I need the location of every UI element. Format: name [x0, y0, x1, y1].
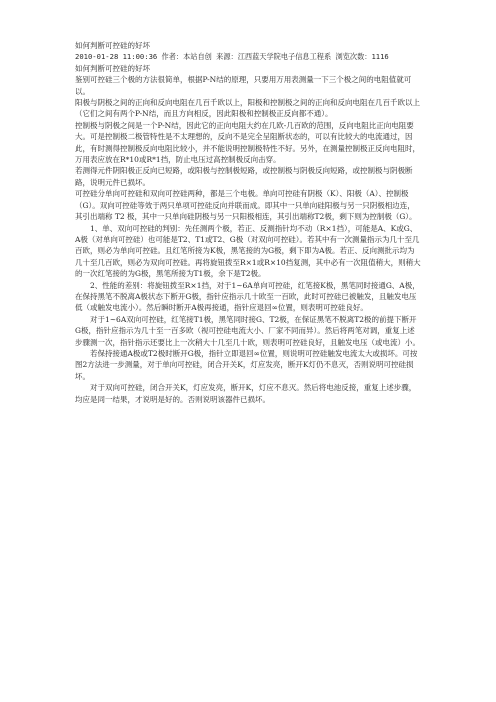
paragraph: 1、单、双向可控硅的判别：先任测两个极，若正、反测指针均不动（R×1挡），可能是A、K或G、A极（对单向可控硅）也可能是T2、T1或T2、G极（对双向可控硅）。若其中有一次测量指示为几十至几百欧，则必为单向可控硅。且红笔所接为K极，黑笔接的为G极，剩下即为A极。若正、反向测批示均为几十至几百欧，则必为双向可控硅。再将旋钮拨至R×1或R×10挡复测，其中必有一次阻值稍大，则稍大的一次红笔接的为G极，黑笔所接为T1极，余下是T2极。 — [75, 223, 421, 279]
article-meta: 2010-01-28 11:00:36 作者：本站自创 来源：江西蓝天学院电子信息工程系 浏览次数：1116 — [75, 52, 389, 62]
paragraph: 若测得元件阴阳极正反向已短路，或阳极与控制极短路，或控制极与阴极反向短路，或控制极与阴极断路，说明元件已损坏。 — [75, 166, 413, 187]
paragraph: 2、性能的差别：将旋钮拨至R×1挡，对于1~6A单向可控硅，红笔接K极，黑笔同时接通G、A极，在保持黑笔不脱离A极状态下断开G极，指针应指示几十欧至一百欧，此时可控硅已被触发，且触发电压低（或触发电流小）。然后瞬时断开A极再接通，指针应退回∞位置，则表明可控硅良好。 — [75, 280, 420, 313]
paragraph: 可控硅分单向可控硅和双向可控硅两种，都是三个电极。单向可控硅有阴极（K）、阳极（A）、控制极（G）。双向可控硅等效于两只单项可控硅反向并联而成。即其中一只单向硅阳极与另一只阴极相边连，其引出端称 T2 极，其中一只单向硅阴极与另一只阳极相连，其引出端称T2极，剩下则为控制极（G）。 — [75, 189, 417, 222]
paragraph: 若保持接通A极或T2极时断开G极，指针立即退回∞位置，则说明可控硅触发电流太大或损坏。可按图2方法进一步测量，对于单向可控硅，闭合开关K，灯应发亮，断开K灯仍不息灭，否则说明可控硅损坏。 — [75, 348, 418, 381]
paragraph: 对于双向可控硅，闭合开关K，灯应发亮，断开K，灯应不息灭。然后将电池反接，重复上述步骤，均应是同一结果，才说明是好的。否则说明该器件已损坏。 — [75, 383, 417, 404]
article-subtitle: 如何判断可控硅的好坏 — [75, 63, 150, 73]
paragraph: 对于1~6A双向可控硅，红笔接T1极，黑笔同时接G、T2极，在保证黑笔不脱离T2极的前提下断开G极，指针应指示为几十至一百多欧（视可控硅电流大小、厂家不同而异）。然后将两笔对调，重复上述步骤测一次，指针指示还要比上一次稍大十几至几十欧，则表明可控硅良好，且触发电压（或电流）小。 — [75, 314, 420, 347]
paragraph: 控制极与阴极之间是一个P-N结，因此它的正向电阻大约在几欧-几百欧的范围，反向电阻比正向电阻要大。可是控制极二极管特性是不太理想的，反向不是完全呈阻断状态的，可以有比较大的电流通过，因此，有时测得控制极反向电阻比较小，并不能说明控制极特性不好。另外，在测量控制极正反向电阻时，万用表应放在R*10或R*1挡，防止电压过高控制极反向击穿。 — [75, 120, 420, 165]
paragraph: 阳极与阴极之间的正向和反向电阻在几百千欧以上，阳极和控制极之间的正向和反向电阻在几百千欧以上（它们之间有两个P-N结，而且方向相反，因此阳极和控制极正反向都不通）。 — [75, 98, 420, 119]
article-title: 如何判断可控硅的好坏 — [75, 41, 150, 50]
article — [75, 40, 421, 405]
paragraph: 鉴别可控硅三个极的方法很简单，根据P-N结的原理，只要用万用表测量一下三个极之间的电阻值就可以。 — [75, 75, 412, 96]
